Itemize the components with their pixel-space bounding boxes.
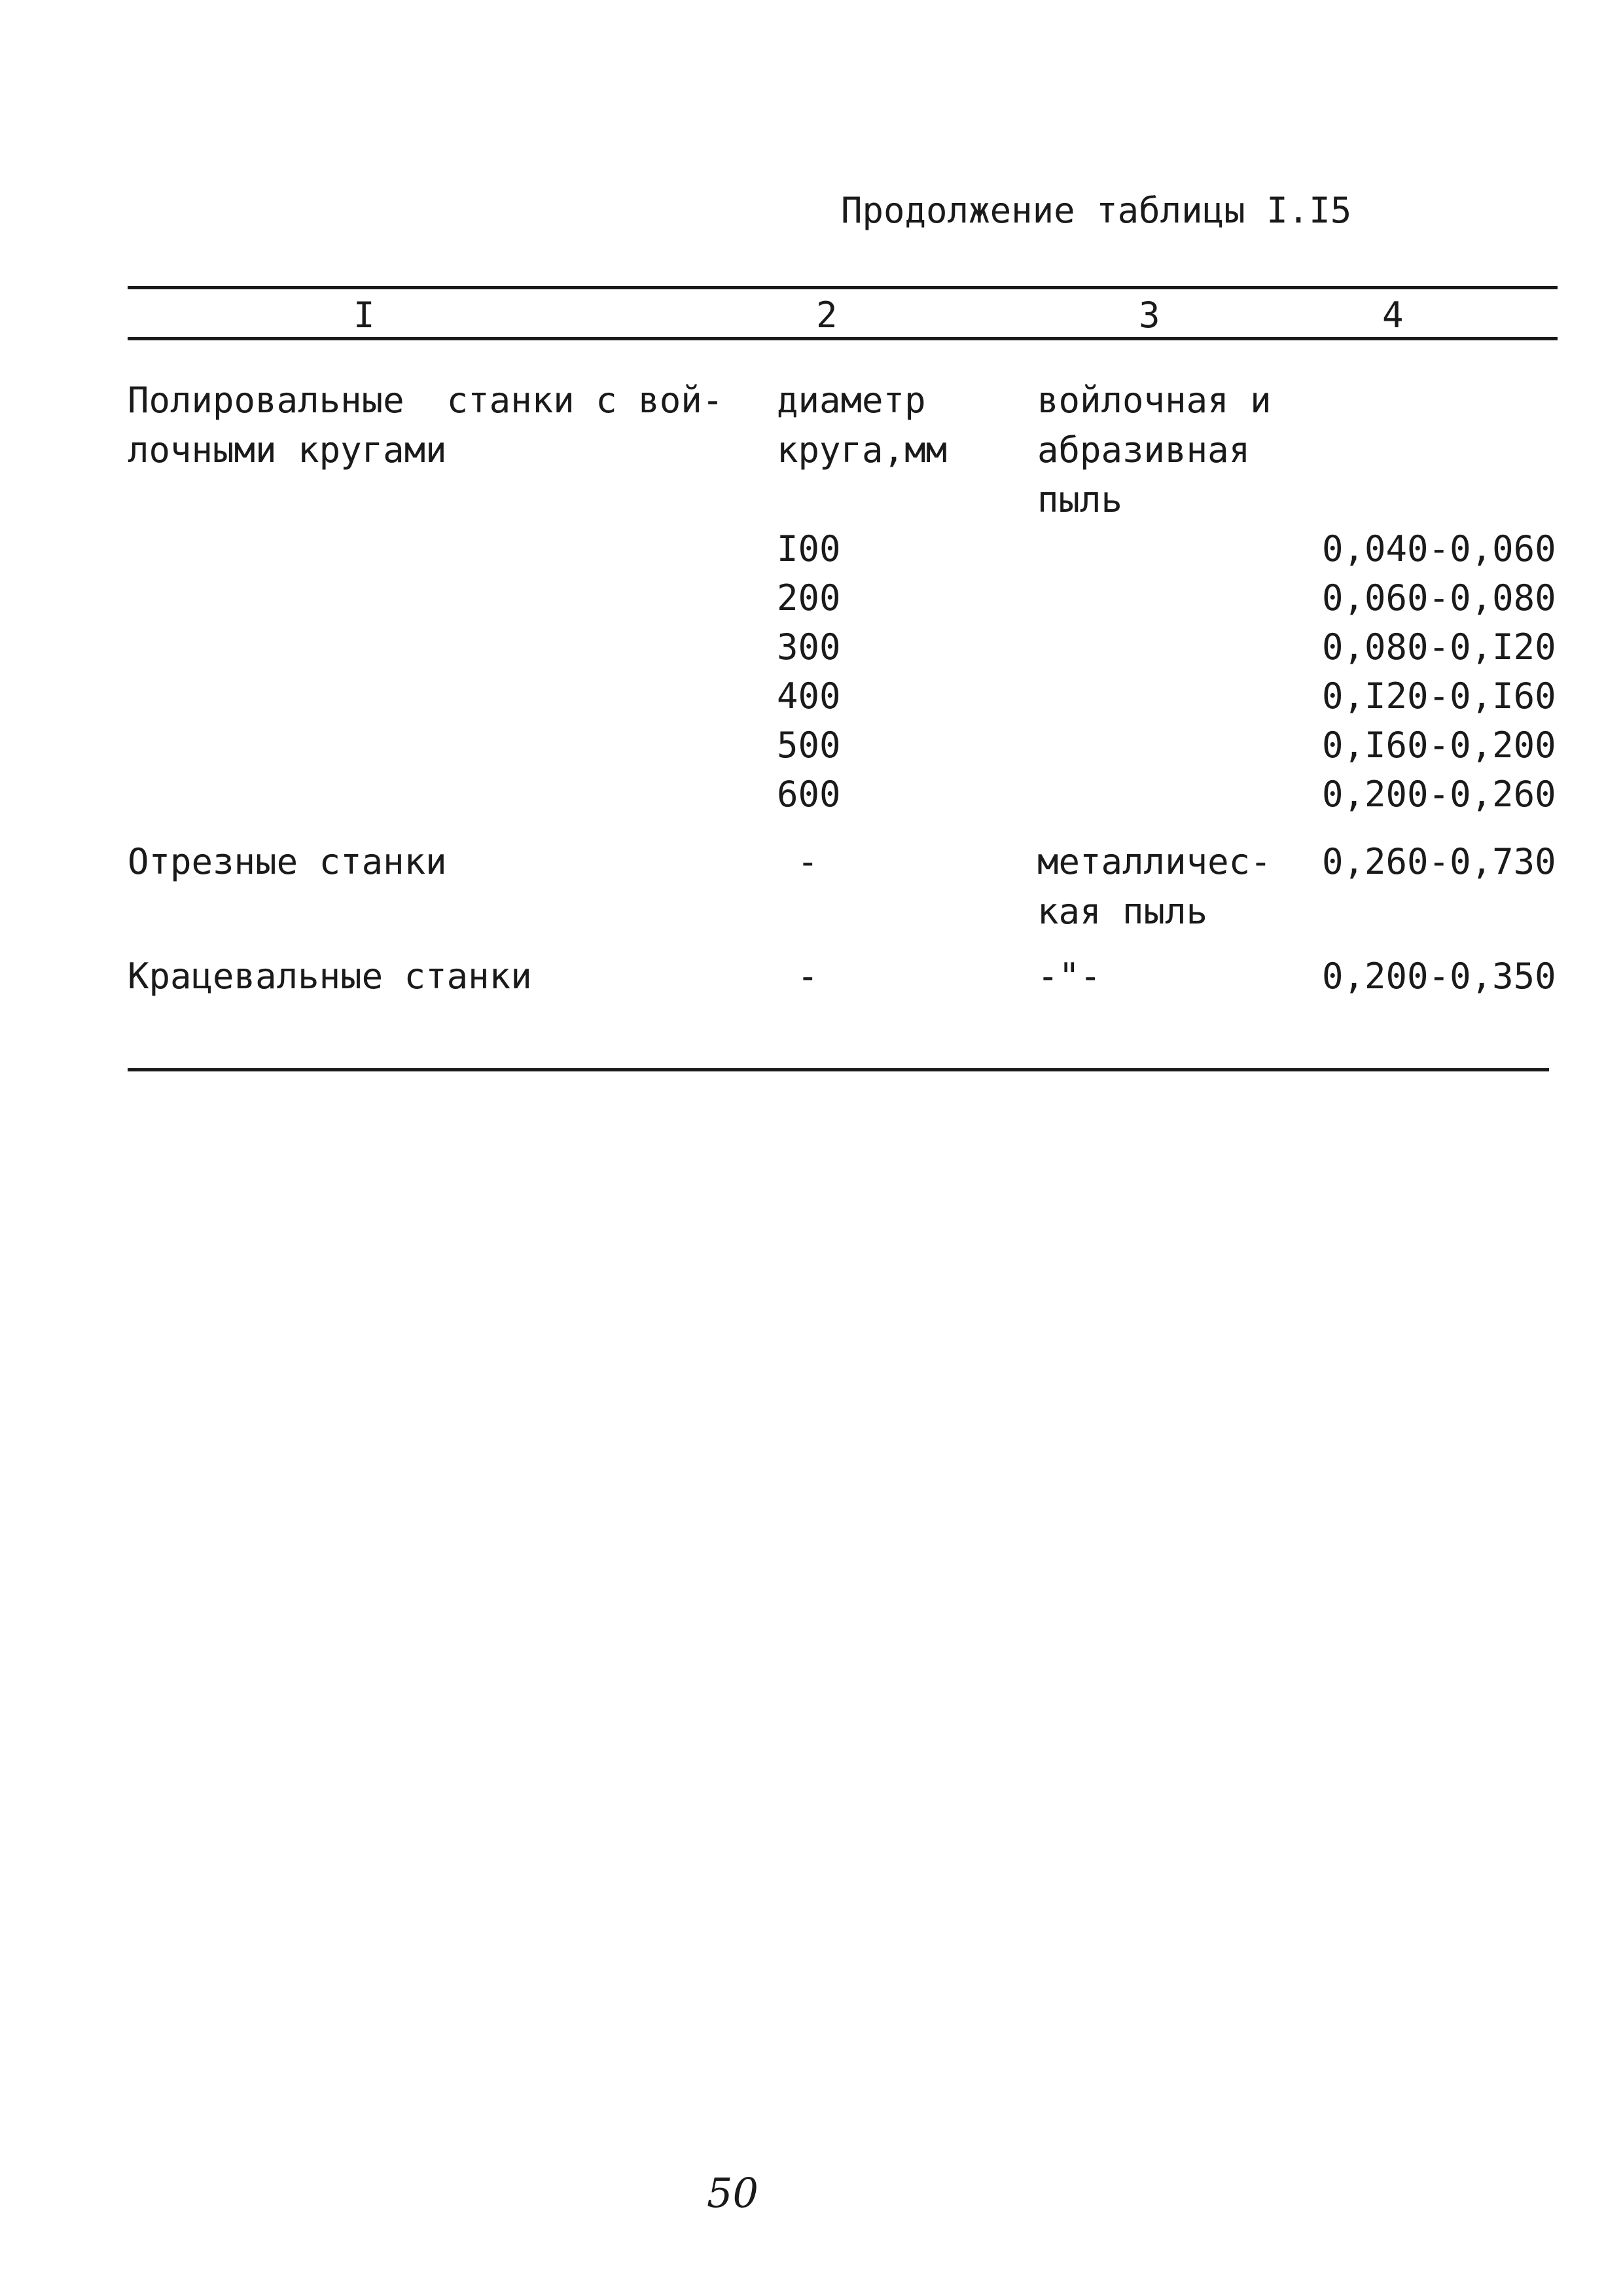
- row-name-line: Крацевальные станки: [128, 956, 532, 997]
- row-dust-line: кая пыль: [1037, 891, 1208, 932]
- table-top-rule: [128, 286, 1558, 289]
- row-param-line: диаметр: [777, 380, 926, 421]
- table-bottom-rule: [128, 1068, 1549, 1071]
- sub-row-value: 0,080-0,I20: [1322, 626, 1556, 668]
- sub-row-value: 0,I20-0,I60: [1322, 675, 1556, 717]
- header-col-1: I: [353, 295, 375, 336]
- sub-row-diameter: 300: [777, 626, 841, 668]
- header-col-2: 2: [816, 295, 838, 336]
- sub-row-diameter: I00: [777, 528, 841, 569]
- row-dust-line: войлочная и: [1037, 380, 1272, 421]
- header-bottom-rule: [128, 337, 1558, 340]
- sub-row-diameter: 400: [777, 675, 841, 717]
- table-caption: Продолжение таблицы I.I5: [841, 190, 1352, 231]
- row-dust-line: -"-: [1037, 956, 1101, 997]
- sub-row-value: 0,060-0,080: [1322, 577, 1556, 619]
- sub-row-value: 0,I60-0,200: [1322, 725, 1556, 766]
- row-name-line: лочными кругами: [128, 429, 447, 471]
- sub-row-diameter: 500: [777, 725, 841, 766]
- row-value: 0,200-0,350: [1322, 956, 1556, 997]
- row-param: -: [797, 841, 819, 882]
- header-col-4: 4: [1382, 295, 1404, 336]
- sub-row-value: 0,040-0,060: [1322, 528, 1556, 569]
- sub-row-diameter: 600: [777, 774, 841, 815]
- header-col-3: 3: [1139, 295, 1160, 336]
- row-dust-line: абразивная: [1037, 429, 1251, 471]
- row-param: -: [797, 956, 819, 997]
- page-number: 50: [707, 2169, 758, 2217]
- sub-row-diameter: 200: [777, 577, 841, 619]
- row-dust-line: пыль: [1037, 479, 1123, 520]
- row-name-line: Полировальные станки с вой-: [128, 380, 724, 421]
- sub-row-value: 0,200-0,260: [1322, 774, 1556, 815]
- row-name-line: Отрезные станки: [128, 841, 447, 882]
- row-param-line: круга,мм: [777, 429, 948, 471]
- row-dust-line: металличес-: [1037, 841, 1272, 882]
- row-value: 0,260-0,730: [1322, 841, 1556, 882]
